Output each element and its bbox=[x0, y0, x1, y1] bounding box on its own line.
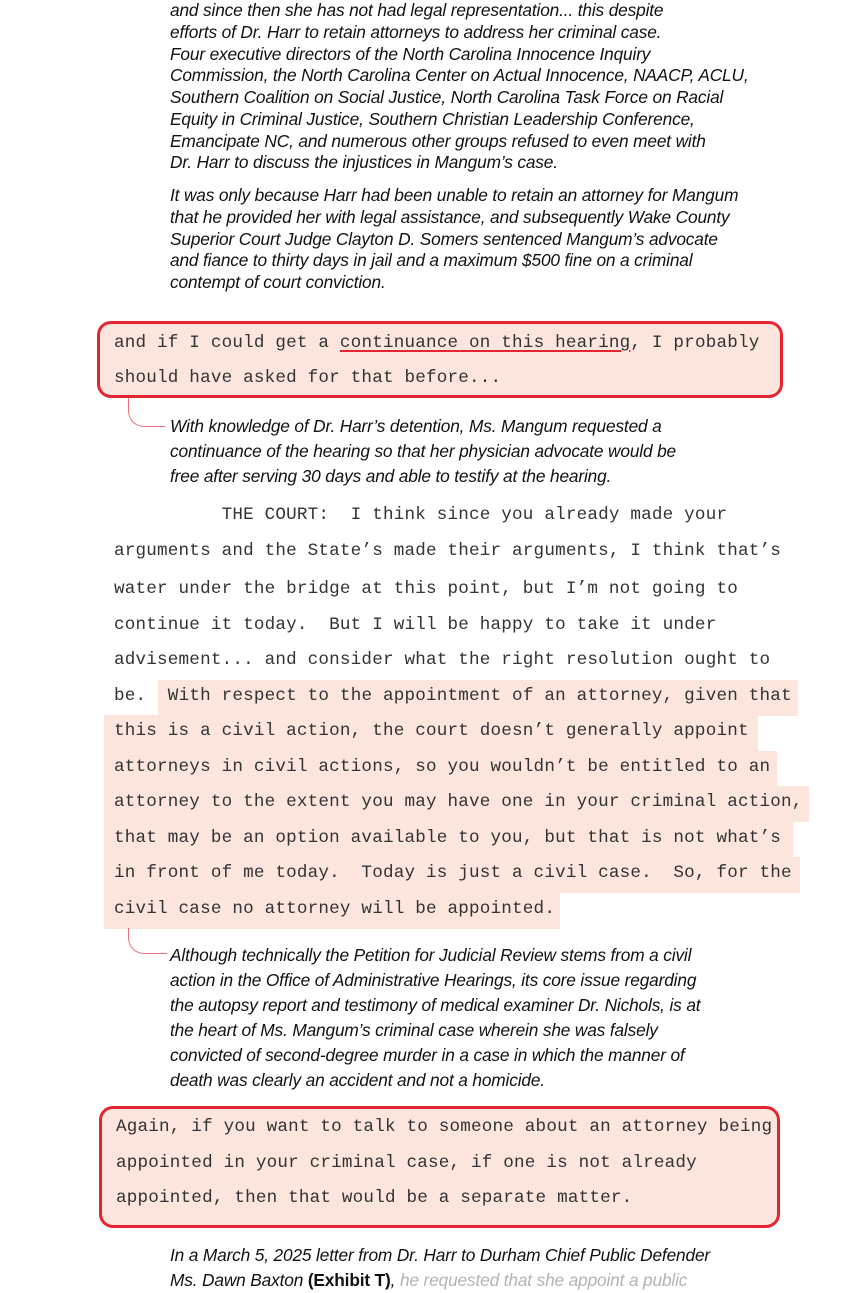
text-line: and since then she has not had legal representation... this despite bbox=[170, 0, 664, 20]
text-line: Although technically the Petition for Judicial Review stems from a civil bbox=[170, 945, 692, 965]
text-line: contempt of court conviction. bbox=[170, 272, 386, 292]
text-line: the heart of Ms. Mangum’s criminal case wherein she was falsely bbox=[170, 1020, 658, 1040]
intro-commentary bbox=[170, 0, 800, 174]
text-segment: , bbox=[390, 1270, 396, 1290]
quote-text: , I probably bbox=[630, 333, 760, 353]
text-line: Southern Coalition on Social Justice, North Carolina Task Force on Racial bbox=[170, 87, 724, 107]
text-line: Superior Court Judge Clayton D. Somers sentenced Mangum’s advocate bbox=[170, 228, 718, 249]
faded-text: he requested that she appoint a public bbox=[395, 1270, 688, 1290]
transcript-text: be. bbox=[114, 686, 158, 706]
commentary-note-1 bbox=[170, 414, 800, 489]
quote-line: Again, if you want to talk to someone about an attorney being bbox=[116, 1117, 773, 1137]
intro-paragraph-1 bbox=[170, 0, 800, 174]
text-line: efforts of Dr. Harr to retain attorneys to address her criminal case. bbox=[170, 21, 662, 42]
transcript-quote-box-1 bbox=[97, 321, 783, 398]
highlighted-transcript-line: attorney to the extent you may have one in your criminal action, bbox=[114, 792, 803, 812]
text-line: that he provided her with legal assistance, and subsequently Wake County bbox=[170, 206, 730, 227]
text-line: the autopsy report and testimony of medical examiner Dr. Nichols, is at bbox=[170, 995, 701, 1015]
highlighted-transcript-line: civil case no attorney will be appointed. bbox=[114, 899, 556, 919]
highlighted-transcript-line: in front of me today. Today is just a civil case. So, for the bbox=[114, 863, 792, 883]
transcript-line: continue it today. But I will be happy to take it under bbox=[114, 615, 717, 635]
transcript-line bbox=[114, 679, 792, 715]
quote-line: appointed in your criminal case, if one is not already bbox=[116, 1153, 697, 1173]
text-line bbox=[170, 1268, 800, 1293]
text-segment: Ms. Dawn Baxton bbox=[170, 1270, 308, 1290]
quote-line: appointed, then that would be a separate matter. bbox=[116, 1188, 633, 1208]
text-line: Commission, the North Carolina Center on Actual Innocence, NAACP, ACLU, bbox=[170, 65, 749, 86]
transcript-quote-box-2 bbox=[99, 1106, 780, 1228]
quote-line: should have asked for that before... bbox=[114, 368, 502, 388]
text-line: convicted of second-degree murder in a case in which the manner of bbox=[170, 1045, 685, 1065]
text-line: and fiance to thirty days in jail and a maximum $500 fine on a criminal bbox=[170, 250, 693, 271]
text-line: continuance of the hearing so that her physician advocate would be bbox=[170, 441, 677, 461]
text-line: action in the Office of Administrative Hearings, its core issue regarding bbox=[170, 970, 697, 990]
text-line: In a March 5, 2025 letter from Dr. Harr to Durham Chief Public Defender bbox=[170, 1245, 711, 1265]
quote-line bbox=[114, 328, 760, 358]
text-line: Four executive directors of the North Carolina Innocence Inquiry bbox=[170, 43, 651, 64]
highlighted-transcript-line: that may be an option available to you, but that is not what’s bbox=[114, 828, 781, 848]
underlined-phrase: continuance on this hearing bbox=[339, 333, 631, 353]
callout-connector-1 bbox=[128, 398, 165, 427]
text-line: With knowledge of Dr. Harr’s detention, Ms. Mangum requested a bbox=[170, 416, 662, 436]
callout-connector-2 bbox=[128, 928, 167, 954]
text-line: Dr. Harr to discuss the injustices in Mangum’s case. bbox=[170, 152, 558, 173]
highlighted-transcript-line: attorneys in civil actions, so you wouldn’t be entitled to an bbox=[114, 757, 771, 777]
transcript-line: water under the bridge at this point, but I’m not going to bbox=[114, 579, 738, 599]
text-line: It was only because Harr had been unable to retain an attorney for Mangum bbox=[170, 185, 739, 205]
transcript-line: advisement... and consider what the right resolution ought to bbox=[114, 650, 771, 670]
highlighted-transcript-line: this is a civil action, the court doesn’t generally appoint bbox=[114, 721, 749, 741]
intro-commentary-2 bbox=[170, 185, 800, 294]
text-line: death was clearly an accident and not a homicide. bbox=[170, 1070, 545, 1090]
commentary-note-2 bbox=[170, 943, 800, 1093]
exhibit-reference: (Exhibit T) bbox=[307, 1270, 391, 1290]
text-line: Emancipate NC, and numerous other groups refused to even meet with bbox=[170, 130, 706, 151]
transcript-line: THE COURT: I think since you already made your bbox=[114, 505, 728, 525]
text-line: free after serving 30 days and able to testify at the hearing. bbox=[170, 466, 612, 486]
quote-text: and if I could get a bbox=[114, 333, 340, 353]
text-line: Equity in Criminal Justice, Southern Christian Leadership Conference, bbox=[170, 108, 695, 129]
intro-paragraph-2 bbox=[170, 185, 800, 294]
commentary-note-3 bbox=[170, 1243, 800, 1293]
transcript-line: arguments and the State’s made their arguments, I think that’s bbox=[114, 541, 781, 561]
highlighted-text: With respect to the appointment of an attorney, given that bbox=[157, 686, 792, 706]
